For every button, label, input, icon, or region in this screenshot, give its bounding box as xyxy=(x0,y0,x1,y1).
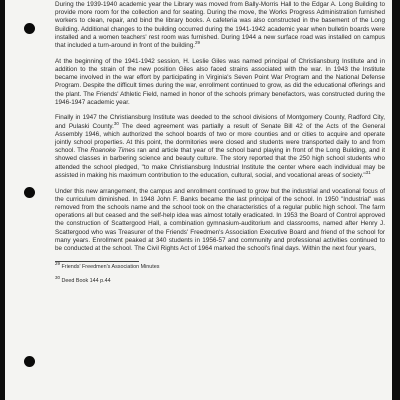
footnote-ref: 30 xyxy=(113,120,119,126)
footnote: $^{29}$ Friends' Freedmen's Association Minutes xyxy=(55,260,160,270)
body-text xyxy=(55,0,385,293)
document-page xyxy=(5,0,392,400)
paragraph: Under this new arrangement, the campus and enrollment continued to grow but the industrial and vocational focus of the curriculum diminished. In 1948 John F. Banks became the last principal of the school. In 1950 "Industrial" was removed from the schools name and the school took on the characteristics of a regular public high school. The farm operations all but ceased and the self-help idea was almost totally eradicated. In 1953 the Board of Control approved the construction of Scattergood Hall, a combination gymnasium-auditorium and classrooms, named after Henry J. Scattergood who was Treasurer of the Friends' Freedmen's Association Executive Board and friend of the school for many years. Enrollment peaked at 340 students in 1956-57 and community and professional activities continued to be conducted at the school. The Civil Rights Act of 1964 marked the school's final days. Within the next four years, xyxy=(55,187,385,252)
footnote-ref: 29 xyxy=(195,39,201,45)
punch-hole xyxy=(24,23,35,34)
footnote-divider xyxy=(55,261,139,262)
footnote: $^{30}$ Deed Book 144 p.44 xyxy=(55,275,111,285)
punch-hole xyxy=(24,187,35,198)
punch-hole xyxy=(24,356,35,367)
paragraph: Finally in 1947 the Christiansburg Institute was deeded to the school divisions of Montgomery County, Radford City, and Pulaski County.$^{30}$ The deed agreement was partially a result of Senate Bill 42 of the Acts of the General Assembly 1946, which authorized the school boards of two or more counties and or cities to acquire and operate jointly school properties. At this point, the dormitories were closed and students were transported daily to and from school. The Roanoke Times ran and article that year of the school band playing in front of the Long Building, and it showed classes in barbering science and beauty culture. The story reported that the 250 high school students who attended the school pledged, "to make Christiansburg Industrial Institute the center where each individual may be assisted in making his maximum contribution to the education, cultural, social, and vocational areas of society."$^{31}$ xyxy=(55,114,386,179)
paragraph: During the 1939-1940 academic year the Library was moved from Bally-Morris Hall to the Edgar A. Long Building to provide more room for the collection and for seating. During the move, the Works Progress Administration furnished workers to clean, repair, and bind the library books. A cafeteria was also constructed in the basement of the Long Building. Additional changes to the building occurred during the 1941-1942 academic year when bulletin boards were installed and a women teachers' rest room was furnished. During 1944 a new surface road was installed on campus that included a turn-around in front of the building.$^{29}$ xyxy=(55,1,385,50)
footnote-ref: 31 xyxy=(365,169,371,175)
paragraph: At the beginning of the 1941-1942 session, H. Leslie Giles was named principal of Christiansburg Institute and in addition to the strain of the new position Giles also faced strains associated with the war. In 1943 the Institute became involved in the war effort by participating in Virginia's Seven Point War Program and the National Defense Program. Despite the difficult times during the war, enrollment continued to grow, as did the educational offerings and the plant. The Friends' Athletic Field, named in honor of the schools primary benefactors, was constructed during the 1946-1947 academic year. xyxy=(55,57,385,106)
newspaper-title: Roanoke Times xyxy=(90,147,136,155)
